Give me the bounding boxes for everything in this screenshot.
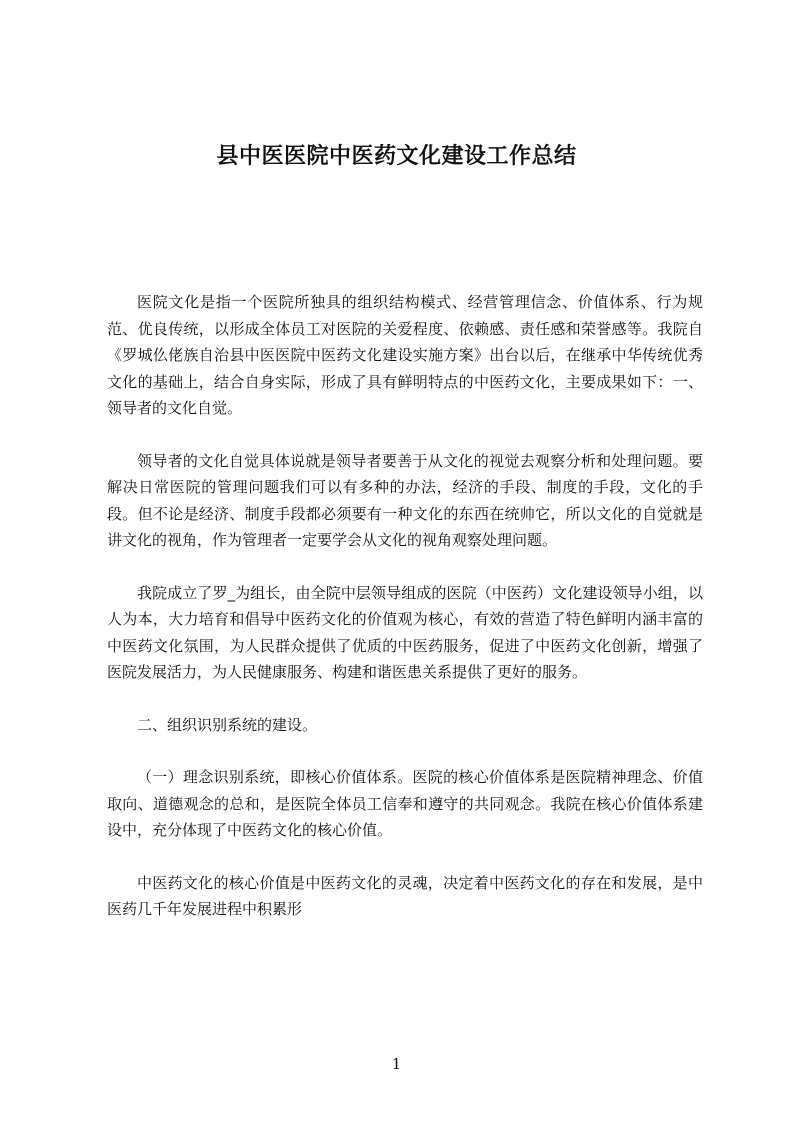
paragraph-leading-group: 我院成立了罗_为组长，由全院中层领导组成的医院（中医药）文化建设领导小组，以人为本，大力培育和倡导中医药文化的价值观为核心，有效的营造了特色鲜明内涵丰富的中医药文化氛围，为人民群众提供了优质的中医药服务，促进了中医药文化创新，增强了医院发展活力，为人民健康服务、构建和谐医患关系提供了更好的服务。 [107, 583, 703, 681]
document-title: 县中医医院中医药文化建设工作总结 [216, 144, 577, 169]
document-body [107, 289, 703, 923]
paragraph-intro: 医院文化是指一个医院所独具的组织结构模式、经营管理信念、价值体系、行为规范、优良传统，以形成全体员工对医院的关爱程度、依赖感、责任感和荣誉感等。我院自《罗城仫佬族自治县中医医院中医药文化建设实施方案》出台以后，在继承中华传统优秀文化的基础上，结合自身实际，形成了具有鲜明特点的中医药文化，主要成果如下：一、领导者的文化自觉。 [107, 293, 703, 417]
paragraph-concept-identity: （一）理念识别系统，即核心价值体系。医院的核心价值体系是医院精神理念、价值取向、道德观念的总和，是医院全体员工信奉和遵守的共同观念。我院在核心价值体系建设中，充分体现了中医药文化的核心价值。 [107, 768, 703, 839]
section-heading-identity-system: 二、组织识别系统的建设。 [137, 715, 318, 734]
paragraph-core-value: 中医药文化的核心价值是中医药文化的灵魂，决定着中医药文化的存在和发展，是中医药几千年发展进程中积累形 [107, 873, 703, 918]
page-number: 1 [391, 1055, 402, 1073]
paragraph-leadership: 领导者的文化自觉具体说就是领导者要善于从文化的视觉去观察分析和处理问题。要解决日常医院的管理问题我们可以有多种的办法，经济的手段、制度的手段，文化的手段。但不论是经济、制度手段都必须要有一种文化的东西在统帅它，所以文化的自觉就是讲文化的视角，作为管理者一定要学会从文化的视角观察处理问题。 [107, 451, 703, 549]
